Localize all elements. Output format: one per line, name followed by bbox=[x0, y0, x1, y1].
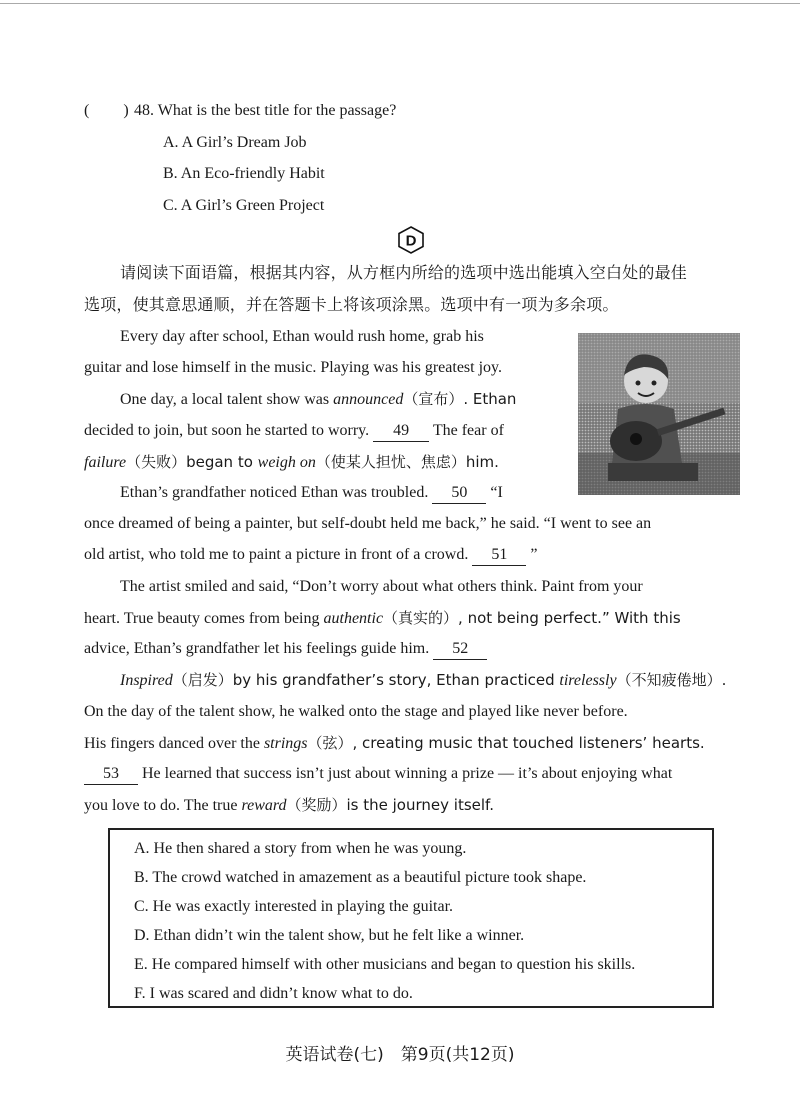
instruction-line-2: 选项，使其意思通顺，并在答题卡上将该项涂黑。选项中有一项为多余项。 bbox=[84, 295, 619, 314]
passage-p3-line2: once dreamed of being a painter, but self-doubt held me back,” he said. “I went to see an bbox=[84, 515, 652, 532]
passage-p1-line1: Every day after school, Ethan would rush home, grab his bbox=[120, 328, 484, 345]
scan-edge-line bbox=[0, 3, 800, 4]
choices-box bbox=[108, 828, 714, 1008]
passage-p5-line3: His fingers danced over the strings（弦）, creating music that touched listeners’ hearts. bbox=[84, 734, 705, 752]
choice-c: C. He was exactly interested in playing the guitar. bbox=[134, 898, 454, 915]
question-48-stem: 48. What is the best title for the passage? bbox=[134, 102, 397, 119]
passage-p4-line3: advice, Ethan’s grandfather let his feelings guide him. 52 bbox=[84, 639, 716, 660]
passage-p2-line1: One day, a local talent show was announced（宣布）. Ethan bbox=[120, 390, 517, 408]
choice-b: B. The crowd watched in amazement as a beautiful picture took shape. bbox=[134, 869, 587, 886]
blank-49[interactable]: 49 bbox=[373, 421, 429, 442]
passage-p3-line1: Ethan’s grandfather noticed Ethan was troubled. 50 “I bbox=[84, 483, 716, 504]
section-letter: D bbox=[405, 232, 417, 250]
choice-e: E. He compared himself with other musicians and began to question his skills. bbox=[134, 956, 636, 973]
blank-53[interactable]: 53 bbox=[84, 764, 138, 785]
passage-p4-line2: heart. True beauty comes from being authentic（真实的）, not being perfect.” With this bbox=[84, 609, 681, 627]
passage-p4-line1: The artist smiled and said, “Don’t worry about what others think. Paint from your bbox=[120, 578, 643, 595]
instruction-line-1: 请阅读下面语篇，根据其内容，从方框内所给的选项中选出能填入空白处的最佳 bbox=[120, 263, 688, 282]
option-a: A. A Girl’s Dream Job bbox=[163, 134, 307, 151]
blank-52[interactable]: 52 bbox=[433, 639, 487, 660]
passage-p2-line3: failure（失败）began to weigh on（使某人担忧、焦虑）him. bbox=[84, 453, 499, 471]
passage-p5-line1: Inspired（启发）by his grandfather’s story, Ethan practiced tirelessly（不知疲倦地）. bbox=[120, 671, 727, 689]
choice-f: F. I was scared and didn’t know what to do. bbox=[134, 985, 413, 1002]
blank-51[interactable]: 51 bbox=[472, 545, 526, 566]
option-c: C. A Girl’s Green Project bbox=[163, 197, 325, 214]
boy-playing-guitar-image bbox=[578, 333, 740, 495]
choice-d: D. Ethan didn’t win the talent show, but he felt like a winner. bbox=[134, 927, 525, 944]
section-d-badge bbox=[397, 226, 425, 254]
passage-p2-line2: decided to join, but soon he started to worry. 49 The fear of bbox=[84, 421, 565, 442]
answer-paren: ( ) bbox=[84, 102, 129, 119]
blank-50[interactable]: 50 bbox=[432, 483, 486, 504]
page-footer: 英语试卷(七) 第9页(共12页) bbox=[285, 1045, 515, 1065]
passage-p1-line2: guitar and lose himself in the music. Playing was his greatest joy. bbox=[84, 359, 502, 376]
passage-p5-line4: 53 He learned that success isn’t just about winning a prize — it’s about enjoying what bbox=[84, 764, 716, 785]
passage-p5-line2: On the day of the talent show, he walked onto the stage and played like never before. bbox=[84, 703, 628, 720]
option-b: B. An Eco-friendly Habit bbox=[163, 165, 325, 182]
passage-p5-line5: you love to do. The true reward（奖励）is the journey itself. bbox=[84, 796, 494, 814]
question-48 bbox=[84, 102, 396, 120]
choice-a: A. He then shared a story from when he was young. bbox=[134, 840, 467, 857]
passage-p3-line3: old artist, who told me to paint a picture in front of a crowd. 51 ” bbox=[84, 545, 716, 566]
